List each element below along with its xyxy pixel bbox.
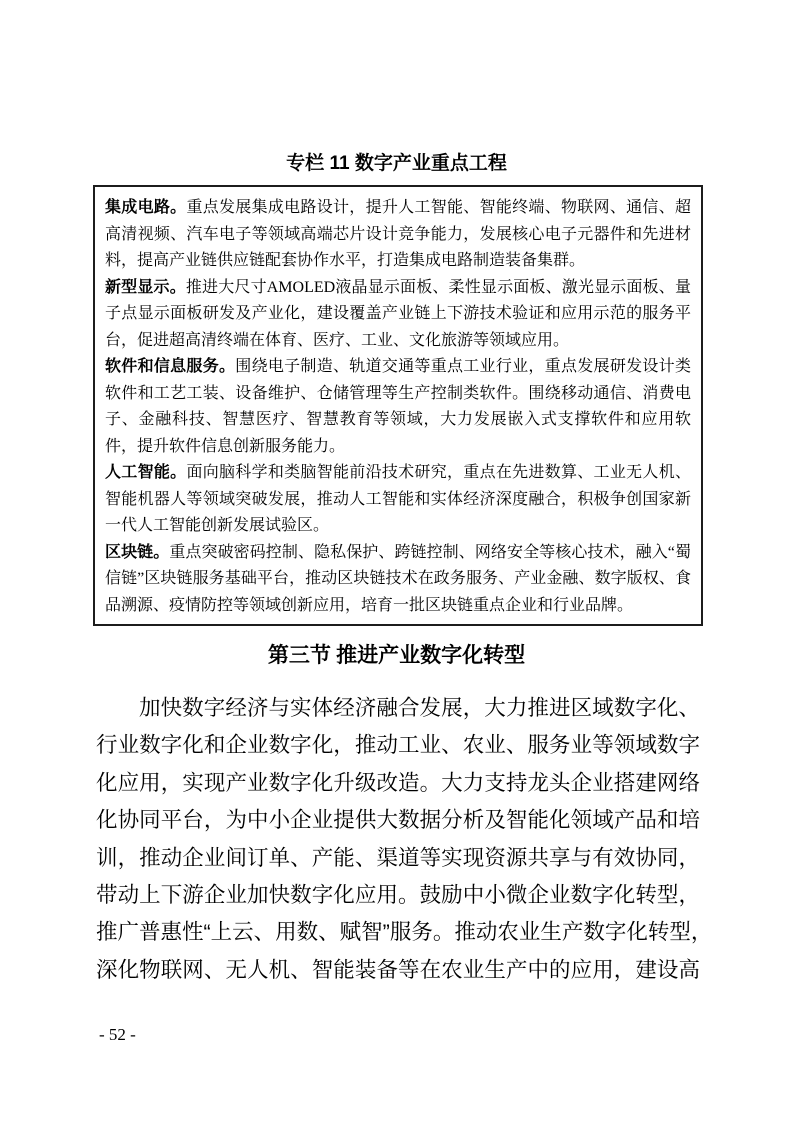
paragraph-lead: 区块链。 bbox=[105, 543, 170, 561]
feature-box-title: 专栏 11 数字产业重点工程 bbox=[286, 153, 507, 174]
feature-box-paragraph bbox=[105, 195, 691, 275]
body-line: 行业数字化和企业数字化，推动工业、农业、服务业等领域数字 bbox=[96, 733, 700, 758]
body-line: 深化物联网、无人机、智能装备等在农业生产中的应用，建设高 bbox=[96, 957, 700, 982]
feature-box-paragraph bbox=[105, 275, 691, 355]
feature-box bbox=[93, 185, 703, 626]
body-line: 化协同平台，为中小企业提供大数据分析及智能化领域产品和培 bbox=[96, 808, 700, 833]
feature-box-paragraph bbox=[105, 540, 691, 620]
body-line: 训，推动企业间订单、产能、渠道等实现资源共享与有效协同， bbox=[96, 845, 700, 870]
body-line: 推广普惠性“上云、用数、赋智”服务。推动农业生产数字化转型， bbox=[96, 920, 713, 945]
page-number: - 52 - bbox=[99, 1025, 136, 1044]
paragraph-text: 围绕电子制造、轨道交通等重点工业行业，重点发展研发设计类软件和工艺工装、设备维护、仓储管理等生产控制类软件。围绕移动通信、消费电子、金融科技、智慧医疗、智慧教育等领域，大力发展嵌入式支撑软件和应用软件，提升软件信息创新服务能力。 bbox=[105, 358, 691, 455]
feature-box-paragraph bbox=[105, 460, 691, 540]
paragraph-text: 推进大尺寸AMOLED液晶显示面板、柔性显示面板、激光显示面板、量子点显示面板研发及产业化，建设覆盖产业链上下游技术验证和应用示范的服务平台，促进超高清终端在体育、医疗、工业、文化旅游等领域应用。 bbox=[105, 278, 691, 349]
paragraph-lead: 新型显示。 bbox=[105, 278, 186, 296]
paragraph-text: 面向脑科学和类脑智能前沿技术研究，重点在先进数算、工业无人机、智能机器人等领域突破发展，推动人工智能和实体经济深度融合，积极争创国家新一代人工智能创新发展试验区。 bbox=[105, 464, 691, 534]
body-line: 带动上下游企业加快数字化应用。鼓励中小微企业数字化转型， bbox=[96, 883, 700, 908]
body-paragraph bbox=[96, 690, 713, 989]
paragraph-text: 重点发展集成电路设计，提升人工智能、智能终端、物联网、通信、超高清视频、汽车电子等领域高端芯片设计竞争能力，发展核心电子元器件和先进材料，提高产业链供应链配套协作水平，打造集成电路制造装备集群。 bbox=[105, 199, 691, 269]
paragraph-text: 重点突破密码控制、隐私保护、跨链控制、网络安全等核心技术，融入“蜀信链”区块链服务基础平台，推动区块链技术在政务服务、产业金融、数字版权、食品溯源、疫情防控等领域创新应用，培育一批区块链重点企业和行业品牌。 bbox=[105, 543, 691, 614]
body-line: 加快数字经济与实体经济融合发展，大力推进区域数字化、 bbox=[139, 696, 700, 720]
paragraph-lead: 软件和信息服务。 bbox=[105, 358, 236, 375]
body-line: 化应用，实现产业数字化升级改造。大力支持龙头企业搭建网络 bbox=[96, 770, 700, 795]
section-heading: 第三节 推进产业数字化转型 bbox=[267, 643, 526, 667]
paragraph-lead: 集成电路。 bbox=[105, 199, 187, 216]
paragraph-lead: 人工智能。 bbox=[105, 464, 187, 481]
feature-box-paragraph bbox=[105, 354, 691, 460]
